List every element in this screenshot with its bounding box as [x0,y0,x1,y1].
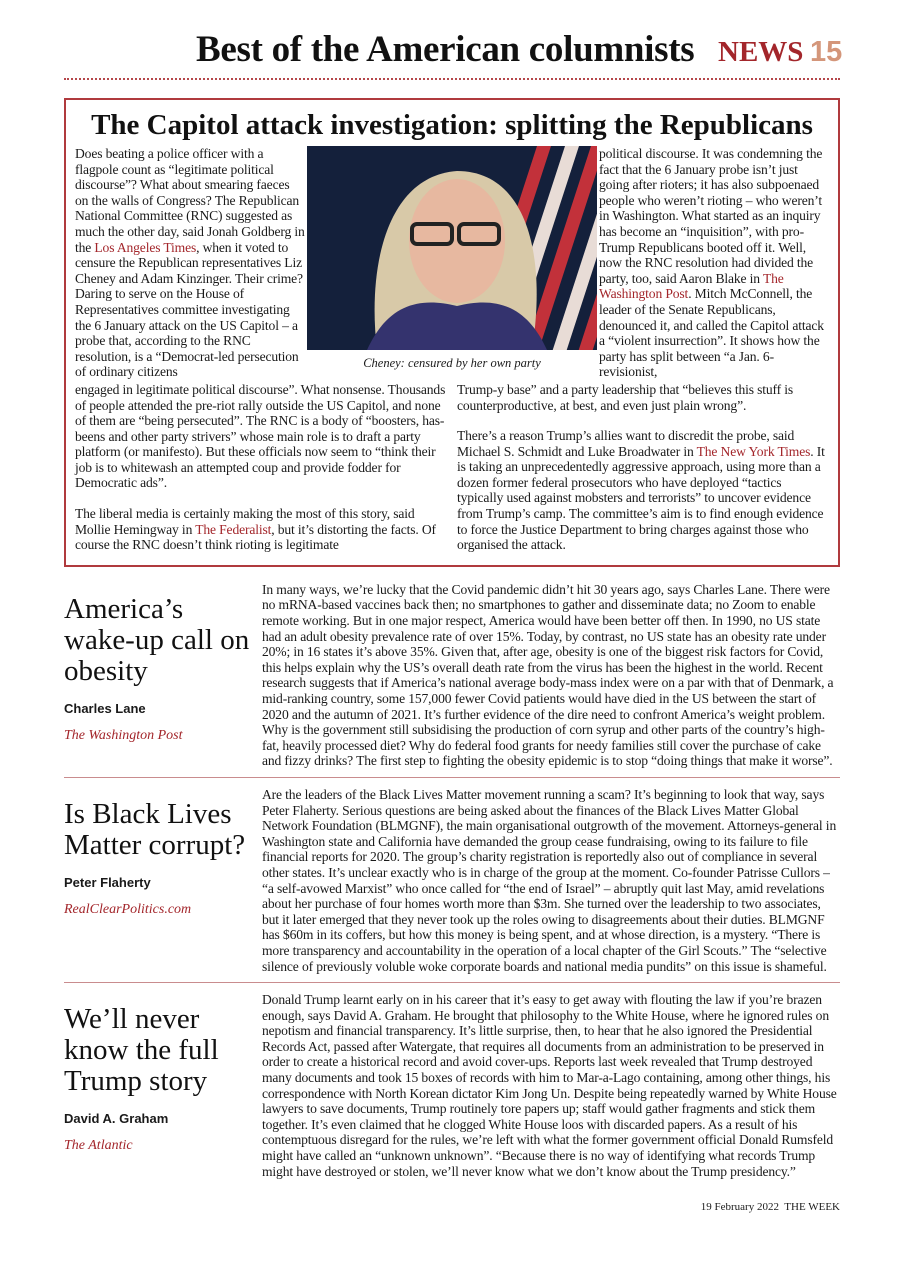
feature-box [64,98,840,567]
feature-title: The Capitol attack investigation: splitting the Republicans [91,109,813,141]
text: , but it’s distorting the facts. Of course the RNC doesn’t think rioting is legitimate [75,521,436,553]
text: . It is taking an unprecedentedly aggressive approach, using more than a dozen former federal prosecutors who have deployed “tactics typically used against mobsters and terrorists” to uncover evidence from Trump’s camp. The committee’s aim is to find enough evidence to force the Justice Department to bring charges against those who organised the attack. [457,443,825,553]
column-meta [64,787,254,918]
source-link[interactable]: The Federalist [195,521,272,537]
column-section [64,777,840,982]
column-meta [64,582,254,744]
column-body: Donald Trump learnt early on in his career that it’s easy to get away with flouting the law if you’re brazen enough, says David A. Graham. He brought that philosophy to the White House, where he ignored rules on nepotism and financial transparency. It’s little surprise, then, to hear that he also ignored the Presidential Records Act, passed after Watergate, that requires all documents from an administration to be preserved in order to create a historical record and avoid cover-ups. Reports last week revealed that Trump destroyed many documents and took 15 boxes of records with him to Mar-a-Lago containing, among other things, his correspondence with North Korean dictator Kim Jong Un. Despite being repeatedly warned by White House lawyers to save documents, Trump routinely tore papers up; staff would gather fragments and stick them together. It’s even claimed that he clogged White House loos with discarded papers. As a result of his contemptuous disregard for the rules, we’re left with what the former government official Donald Rumsfeld might have called an “unknown unknown”. “Because there is no way of identifying what records Trump might have destroyed or stolen, we’ll never know what we don’t know about the Trump presidency.” [262,992,837,1179]
feature-text-left-bottom [75,382,447,553]
column-author: Charles Lane [64,700,146,716]
page-footer [64,1201,840,1213]
paragraph: engaged in legitimate political discourse”. What nonsense. Thousands of people attended the pre-riot rally outside the US Capitol, and none of them are “being persecuted”. The RNC is a body of “boosters, has-beens and other party strivers” whose main role is to draft a party platform (or manifesto). But these officials now seem to “think their job is to whitewash an attempted coup and provide fodder for Democratic ads”. [75,381,446,491]
column-source: RealClearPolitics.com [64,901,192,917]
feature-text-right-bottom [457,382,829,553]
source-link[interactable]: The New York Times [696,443,811,459]
column-headline: We’ll never know the full Trump story [64,1003,219,1098]
column-author: Peter Flaherty [64,874,151,890]
column-body: In many ways, we’re lucky that the Covid pandemic didn’t hit 30 years ago, says Charles Lane. There were no mRNA-based vaccines back then; no smartphones to gather and disseminate data; no Zoom to enable remote working. But in one major respect, America would have been better off then. In 1990, no US state had an adult obesity prevalence rate of over 15%. Today, by contrast, no US state has an obesity rate under 20%; in 16 states it’s above 35%. Given that, after age, obesity is one of the biggest risk factors for Covid, this helps explain why the US’s overall death rate from the virus has been the highest in the world. Recent research suggests that if America’s national average body-mass index were on a par with that of Denmark, a mid-ranking country, some 157,000 fewer Covid patients would have died in the US between the start of 2020 and the autumn of 2021. It’s further evidence of the dire need to confront America’s weight problem. Why is the government still subsidising the production of corn syrup and other parts of the country’s high-fat, heavily processed diet? Why do federal food grants for needy families still cover the purchase of cake and fizzy drinks? The first step to fighting the obesity epidemic is to stop “doing things that make it worse”. [262,581,834,769]
source-link[interactable]: The Washington Post [599,270,784,302]
cheney-photo [307,146,597,350]
column-section [64,982,840,1187]
feature-top-row [75,146,829,380]
feature-text-right-top [599,146,829,380]
text: , when it voted to censure the Republican representatives Liz Cheney and Adam Kinzinger. Their crime? Daring to serve on the House of Representatives committee investigating the 6 January attack on the US Capitol – a probe that, according to the RNC resolution, is a “Democrat-led persecution of ordinary citizens [75,239,303,380]
column-source: The Atlantic [64,1138,133,1154]
source-link[interactable]: Los Angeles Times [94,239,197,255]
photo-column [307,146,597,371]
column-body: Are the leaders of the Black Lives Matter movement running a scam? It’s beginning to look that way, says Peter Flaherty. Serious questions are being asked about the finances of the Black Lives Matter Global Network Foundation (BLMGNF), the main organisational outgrowth of the movement. Attorneys-general in Washington state and California have demanded the group cease fundraising, owing to its failure to file financial reports for 2020. The group’s charity registration is reportedly also out of compliance in several other states. It’s unclear exactly who is in charge of the group at the moment. Co-founder Patrisse Cullors – “a self-avowed Marxist” who once called for “the end of Israel” – abruptly quit last May, amid revelations about her purchase of four homes worth more than $3m. She turned over the leadership to two associates, but it later emerged that they never took up the roles owing to disagreements about their duties. BLMGNF has $60m in its coffers, but how this money is being spent, and at whose direction, is a mystery. “There is more transparency and accountability in the operation of a local chapter of the Girl Scouts.” The “selective silence of previously voluble woke corporate boards and national media pundits” on this issue is shameful. [262,786,837,974]
text: The liberal media is certainly making the most of this story, said Mollie Hemingway in [75,506,415,537]
column-headline: America’s wake-up call on obesity [64,592,250,687]
column-section [64,573,840,777]
text: political discourse. It was condemning the fact that the 6 January probe isn’t just going after rioters; it has also subpoenaed people who weren’t rioting – who weren’t in Washington. What started as an inquiry has become an “inquisition”, with pro-Trump Republicans booted off it. Well, now the RNC resolution had divided the party, too, said Aaron Blake in [599,146,823,286]
page-content [64,98,840,1213]
feature-bottom-row [75,382,829,553]
section-label: NEWS [718,36,804,68]
column-meta [64,992,254,1154]
text: Does beating a police officer with a flagpole count as “legitimate political discourse”? What about smearing faeces on the walls of Congress? The Republican National Committee (RNC) suggested as much the other day, said Jonah Goldberg in the [75,146,305,255]
feature-text-left-top [75,146,305,380]
paragraph: Trump-y base” and a party leadership that “believes this stuff is counterproductive, at best, and even just plain wrong”. [457,381,794,413]
issue-date: 19 February 2022 [700,1201,779,1214]
column-author: David A. Graham [64,1111,169,1127]
text: . Mitch McConnell, the leader of the Senate Republicans, denounced it, and called the Capitol attack a “violent insurrection”. It shows how the party has split between “a Jan. 6-revisionist, [599,286,824,380]
page-number: 15 [810,36,843,68]
column-headline: Is Black Lives Matter corrupt? [64,797,246,861]
page-title: Best of the American columnists [196,29,695,70]
text: There’s a reason Trump’s allies want to discredit the probe, said Michael S. Schmidt and Luke Broadwater in [457,428,795,459]
publication-name: THE WEEK [784,1201,840,1214]
header-divider [64,78,840,80]
photo-caption: Cheney: censured by her own party [363,356,541,370]
column-source: The Washington Post [64,727,183,743]
